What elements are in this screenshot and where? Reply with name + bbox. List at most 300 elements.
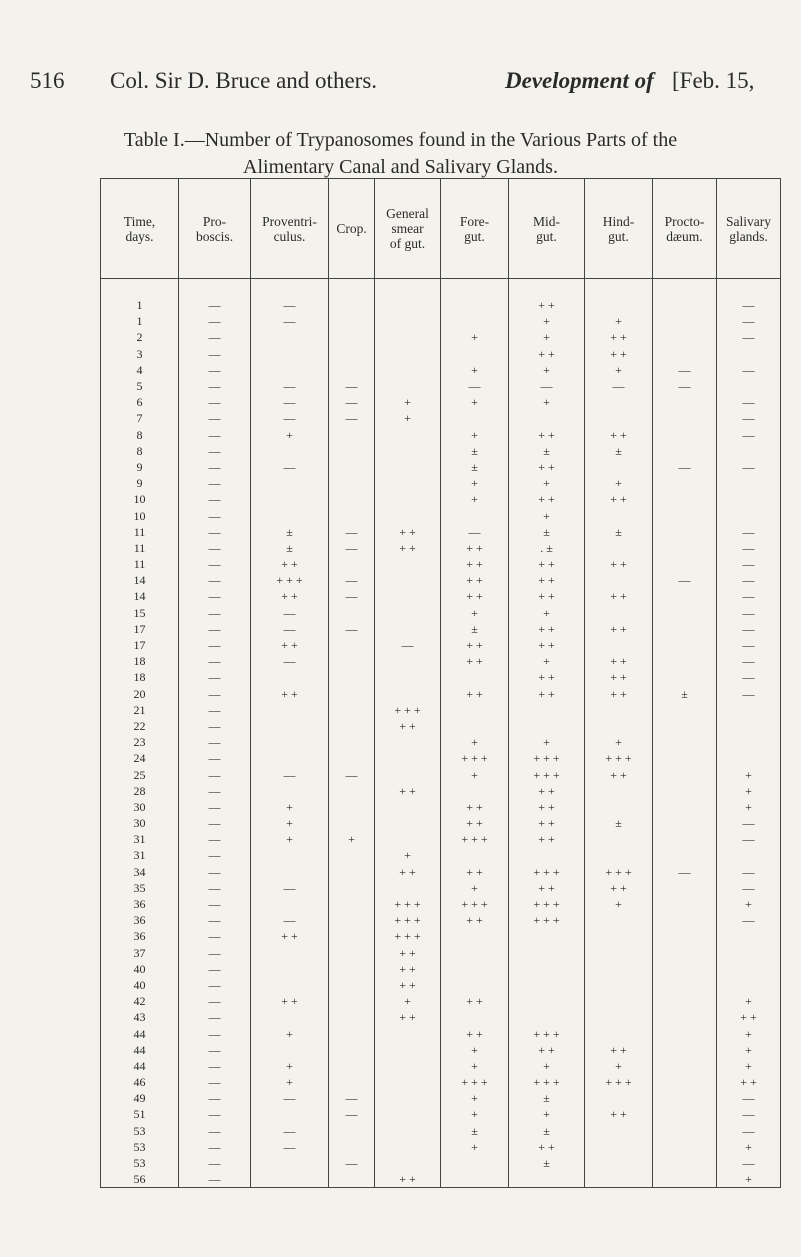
table-cell bbox=[653, 1058, 717, 1074]
table-cell: 1 bbox=[101, 297, 179, 313]
table-cell: — bbox=[179, 1009, 251, 1025]
table-row bbox=[101, 718, 781, 734]
table-cell bbox=[375, 588, 441, 604]
table-cell bbox=[717, 443, 781, 459]
table-cell: + bbox=[441, 1106, 509, 1122]
table-cell bbox=[585, 540, 653, 556]
table-cell bbox=[329, 993, 375, 1009]
table-cell: — bbox=[251, 297, 329, 313]
table-cell bbox=[441, 1009, 509, 1025]
table-cell: + bbox=[509, 507, 585, 523]
table-cell: — bbox=[179, 524, 251, 540]
table-cell: ± bbox=[509, 443, 585, 459]
table-cell bbox=[251, 362, 329, 378]
table-cell: — bbox=[717, 572, 781, 588]
table-cell: + bbox=[717, 1058, 781, 1074]
table-cell: + bbox=[441, 362, 509, 378]
table-cell bbox=[509, 718, 585, 734]
table-cell: ± bbox=[441, 1123, 509, 1139]
table-cell: 9 bbox=[101, 475, 179, 491]
table-cell bbox=[653, 880, 717, 896]
table-row bbox=[101, 1171, 781, 1188]
table-cell: — bbox=[179, 783, 251, 799]
table-cell bbox=[585, 605, 653, 621]
table-cell: + + + bbox=[441, 1074, 509, 1090]
table-cell bbox=[717, 734, 781, 750]
table-cell: — bbox=[329, 524, 375, 540]
table-cell: — bbox=[179, 491, 251, 507]
table-cell bbox=[329, 1171, 375, 1188]
table-cell: — bbox=[251, 766, 329, 782]
table-cell: 56 bbox=[101, 1171, 179, 1188]
table-cell: 18 bbox=[101, 653, 179, 669]
table-cell bbox=[585, 961, 653, 977]
table-cell: — bbox=[179, 637, 251, 653]
table-cell: + + bbox=[251, 993, 329, 1009]
table-cell bbox=[653, 313, 717, 329]
table-cell bbox=[251, 669, 329, 685]
table-cell bbox=[653, 831, 717, 847]
table-cell bbox=[375, 734, 441, 750]
column-header: Procto- dæum. bbox=[653, 179, 717, 279]
table-cell: — bbox=[179, 1106, 251, 1122]
table-cell bbox=[441, 507, 509, 523]
table-row bbox=[101, 896, 781, 912]
table-row bbox=[101, 1155, 781, 1171]
table-cell: + bbox=[441, 880, 509, 896]
table-cell bbox=[653, 1106, 717, 1122]
table-cell bbox=[653, 815, 717, 831]
table-cell bbox=[585, 831, 653, 847]
table-cell: — bbox=[179, 1171, 251, 1188]
table-cell bbox=[653, 637, 717, 653]
table-row bbox=[101, 945, 781, 961]
table-cell bbox=[441, 702, 509, 718]
table-cell: + + + bbox=[509, 766, 585, 782]
table-cell bbox=[251, 1106, 329, 1122]
table-cell: — bbox=[179, 799, 251, 815]
table-cell: + + + bbox=[509, 864, 585, 880]
table-cell: — bbox=[375, 637, 441, 653]
table-cell: + bbox=[509, 313, 585, 329]
table-cell: 44 bbox=[101, 1042, 179, 1058]
table-cell: + bbox=[251, 815, 329, 831]
table-cell: 14 bbox=[101, 588, 179, 604]
table-cell: + bbox=[441, 491, 509, 507]
table-cell: — bbox=[717, 912, 781, 928]
table-cell: + + bbox=[509, 427, 585, 443]
table-cell: — bbox=[653, 362, 717, 378]
table-cell: — bbox=[717, 362, 781, 378]
column-header: Mid- gut. bbox=[509, 179, 585, 279]
table-cell: + bbox=[441, 1139, 509, 1155]
table-cell: + + bbox=[509, 346, 585, 362]
table-cell: + + bbox=[441, 653, 509, 669]
table-body bbox=[101, 279, 781, 1188]
table-cell bbox=[717, 928, 781, 944]
table-cell: — bbox=[717, 605, 781, 621]
table-cell bbox=[653, 896, 717, 912]
table-cell bbox=[329, 1074, 375, 1090]
table-cell bbox=[251, 847, 329, 863]
table-cell: + bbox=[375, 847, 441, 863]
table-cell: ± bbox=[509, 1155, 585, 1171]
table-row bbox=[101, 928, 781, 944]
table-cell bbox=[251, 1155, 329, 1171]
trypanosome-table bbox=[100, 178, 780, 1187]
table-cell: — bbox=[179, 766, 251, 782]
table-cell bbox=[585, 847, 653, 863]
table-cell bbox=[509, 961, 585, 977]
table-cell: + + bbox=[375, 718, 441, 734]
table-cell: — bbox=[717, 556, 781, 572]
table-cell bbox=[585, 718, 653, 734]
table-cell: — bbox=[179, 702, 251, 718]
table-cell: 10 bbox=[101, 491, 179, 507]
table-cell bbox=[653, 491, 717, 507]
table-cell bbox=[653, 799, 717, 815]
table-cell: 11 bbox=[101, 524, 179, 540]
table-cell: — bbox=[251, 459, 329, 475]
table-cell: — bbox=[179, 977, 251, 993]
table-cell: + + bbox=[585, 766, 653, 782]
table-row bbox=[101, 750, 781, 766]
table-cell: — bbox=[179, 1042, 251, 1058]
table-cell: — bbox=[717, 669, 781, 685]
table-cell: + + bbox=[717, 1074, 781, 1090]
table-cell bbox=[585, 1090, 653, 1106]
table-cell bbox=[585, 783, 653, 799]
table-cell: + bbox=[717, 993, 781, 1009]
table-cell: + + + bbox=[251, 572, 329, 588]
table-cell: — bbox=[717, 394, 781, 410]
table-cell bbox=[717, 977, 781, 993]
table-cell: + + bbox=[441, 540, 509, 556]
table-cell: 46 bbox=[101, 1074, 179, 1090]
table-cell: + bbox=[441, 394, 509, 410]
table-cell bbox=[585, 507, 653, 523]
table-cell bbox=[653, 346, 717, 362]
table-cell bbox=[653, 410, 717, 426]
table-cell: 21 bbox=[101, 702, 179, 718]
table-cell bbox=[441, 718, 509, 734]
table-cell: 40 bbox=[101, 977, 179, 993]
table-cell: — bbox=[179, 394, 251, 410]
table-cell: + + bbox=[509, 880, 585, 896]
table-cell: — bbox=[179, 621, 251, 637]
table-row bbox=[101, 329, 781, 345]
table-cell: 34 bbox=[101, 864, 179, 880]
table-cell bbox=[251, 961, 329, 977]
table-cell: ± bbox=[509, 1123, 585, 1139]
table-cell: + + bbox=[375, 1009, 441, 1025]
table-cell bbox=[509, 702, 585, 718]
column-header: General smear of gut. bbox=[375, 179, 441, 279]
table-cell: — bbox=[717, 1123, 781, 1139]
table-cell: — bbox=[717, 1090, 781, 1106]
table-cell bbox=[653, 1009, 717, 1025]
table-cell: + bbox=[251, 799, 329, 815]
table-row bbox=[101, 605, 781, 621]
table-cell bbox=[375, 653, 441, 669]
running-header bbox=[0, 68, 801, 108]
table-cell: + bbox=[509, 329, 585, 345]
table-cell: + + bbox=[585, 1106, 653, 1122]
table-cell bbox=[509, 1171, 585, 1188]
table-cell: — bbox=[329, 394, 375, 410]
table-cell bbox=[509, 1009, 585, 1025]
table-cell bbox=[375, 459, 441, 475]
table-cell bbox=[585, 928, 653, 944]
table-cell bbox=[329, 313, 375, 329]
table-cell bbox=[653, 1090, 717, 1106]
table-row bbox=[101, 378, 781, 394]
table-cell bbox=[375, 605, 441, 621]
table-row bbox=[101, 427, 781, 443]
table-cell bbox=[653, 1139, 717, 1155]
table-cell bbox=[441, 297, 509, 313]
table-cell: + + bbox=[375, 977, 441, 993]
table-cell bbox=[329, 507, 375, 523]
table-row bbox=[101, 572, 781, 588]
table-cell: + bbox=[585, 734, 653, 750]
table-row bbox=[101, 540, 781, 556]
table-cell bbox=[251, 329, 329, 345]
table-cell: + + bbox=[509, 815, 585, 831]
table-cell: — bbox=[179, 297, 251, 313]
table-cell bbox=[329, 864, 375, 880]
table-row bbox=[101, 621, 781, 637]
table-cell: 5 bbox=[101, 378, 179, 394]
table-cell: + + bbox=[585, 621, 653, 637]
table-cell: + + + bbox=[585, 1074, 653, 1090]
table-cell: + + bbox=[509, 297, 585, 313]
table-cell bbox=[653, 394, 717, 410]
table-cell: + + bbox=[509, 588, 585, 604]
table-cell: — bbox=[179, 831, 251, 847]
table-cell bbox=[509, 928, 585, 944]
table-cell bbox=[375, 475, 441, 491]
table-cell bbox=[441, 410, 509, 426]
table-cell bbox=[251, 475, 329, 491]
table-row bbox=[101, 702, 781, 718]
table-cell bbox=[653, 297, 717, 313]
table-cell: — bbox=[179, 653, 251, 669]
table-cell: — bbox=[717, 864, 781, 880]
table-cell bbox=[585, 410, 653, 426]
table-row bbox=[101, 524, 781, 540]
table-cell: + + bbox=[585, 427, 653, 443]
table-cell: — bbox=[179, 1123, 251, 1139]
table-cell bbox=[441, 669, 509, 685]
table-cell bbox=[585, 1009, 653, 1025]
table-cell bbox=[329, 1139, 375, 1155]
table-cell bbox=[585, 977, 653, 993]
table-cell: — bbox=[329, 1155, 375, 1171]
table-cell bbox=[653, 718, 717, 734]
table-cell: + + bbox=[509, 669, 585, 685]
table-cell bbox=[375, 621, 441, 637]
table-cell: — bbox=[717, 686, 781, 702]
table-row bbox=[101, 394, 781, 410]
table-cell bbox=[329, 605, 375, 621]
table-cell: 51 bbox=[101, 1106, 179, 1122]
table-cell: — bbox=[251, 912, 329, 928]
table-cell: — bbox=[179, 734, 251, 750]
table-cell: 4 bbox=[101, 362, 179, 378]
table-cell: — bbox=[179, 540, 251, 556]
table-cell: 24 bbox=[101, 750, 179, 766]
table-cell: + + bbox=[251, 928, 329, 944]
table-cell bbox=[585, 572, 653, 588]
table-cell bbox=[375, 1139, 441, 1155]
table-cell: + + bbox=[441, 864, 509, 880]
table-cell bbox=[509, 945, 585, 961]
table-cell: + bbox=[441, 766, 509, 782]
table-cell: — bbox=[179, 961, 251, 977]
table-cell: 15 bbox=[101, 605, 179, 621]
table-cell bbox=[329, 637, 375, 653]
table-cell bbox=[585, 1139, 653, 1155]
table-row bbox=[101, 637, 781, 653]
table-cell: 44 bbox=[101, 1058, 179, 1074]
table-row bbox=[101, 977, 781, 993]
table-cell: + bbox=[585, 896, 653, 912]
table-cell bbox=[329, 1025, 375, 1041]
table-cell bbox=[653, 961, 717, 977]
table-cell: 31 bbox=[101, 847, 179, 863]
table-cell: + + + bbox=[585, 864, 653, 880]
table-cell: + + bbox=[441, 1025, 509, 1041]
table-cell bbox=[375, 378, 441, 394]
table-cell: 11 bbox=[101, 540, 179, 556]
table-cell bbox=[653, 945, 717, 961]
table-cell: — bbox=[717, 588, 781, 604]
table-cell bbox=[585, 459, 653, 475]
table-cell: + bbox=[251, 427, 329, 443]
table-cell bbox=[717, 961, 781, 977]
table-cell bbox=[509, 410, 585, 426]
table-cell: — bbox=[717, 1155, 781, 1171]
table-cell bbox=[251, 1171, 329, 1188]
table-cell: 9 bbox=[101, 459, 179, 475]
table-cell: — bbox=[717, 1106, 781, 1122]
table-cell: + bbox=[441, 475, 509, 491]
table-row bbox=[101, 1058, 781, 1074]
table-row bbox=[101, 1090, 781, 1106]
table-cell bbox=[375, 1074, 441, 1090]
table-cell bbox=[653, 1171, 717, 1188]
table-cell: + bbox=[441, 734, 509, 750]
table-row bbox=[101, 864, 781, 880]
table-cell bbox=[329, 912, 375, 928]
table-cell: ± bbox=[509, 1090, 585, 1106]
table-cell bbox=[653, 702, 717, 718]
table-cell: + + bbox=[585, 686, 653, 702]
table-cell: + bbox=[251, 831, 329, 847]
table-cell bbox=[653, 556, 717, 572]
table-cell: 17 bbox=[101, 621, 179, 637]
table-row bbox=[101, 815, 781, 831]
table-cell bbox=[585, 1025, 653, 1041]
table-cell: 37 bbox=[101, 945, 179, 961]
table-cell bbox=[329, 459, 375, 475]
table-cell bbox=[653, 669, 717, 685]
table-cell bbox=[375, 491, 441, 507]
table-cell bbox=[329, 783, 375, 799]
table-cell: — bbox=[179, 669, 251, 685]
table-cell bbox=[441, 977, 509, 993]
table-row bbox=[101, 459, 781, 475]
table-cell: — bbox=[717, 540, 781, 556]
table-cell bbox=[375, 766, 441, 782]
column-header: Proventri- culus. bbox=[251, 179, 329, 279]
table-cell bbox=[441, 961, 509, 977]
table-cell: 30 bbox=[101, 815, 179, 831]
table-cell: 53 bbox=[101, 1123, 179, 1139]
table-cell: ± bbox=[585, 524, 653, 540]
table-cell bbox=[375, 346, 441, 362]
table-cell: — bbox=[179, 475, 251, 491]
table-cell: + bbox=[509, 394, 585, 410]
table-cell bbox=[251, 718, 329, 734]
table-cell: + + bbox=[441, 799, 509, 815]
table-cell: + + bbox=[509, 572, 585, 588]
table-cell bbox=[653, 734, 717, 750]
table-cell bbox=[251, 734, 329, 750]
table-cell: 23 bbox=[101, 734, 179, 750]
table-cell: — bbox=[251, 378, 329, 394]
table-cell: 28 bbox=[101, 783, 179, 799]
table-row bbox=[101, 653, 781, 669]
table-cell: — bbox=[717, 621, 781, 637]
table-cell: — bbox=[179, 459, 251, 475]
table-cell bbox=[375, 880, 441, 896]
table-cell: + + bbox=[251, 637, 329, 653]
table-cell bbox=[585, 394, 653, 410]
table-cell: + + bbox=[585, 491, 653, 507]
table-cell: + + bbox=[585, 329, 653, 345]
table-row bbox=[101, 669, 781, 685]
table-cell: + + + bbox=[441, 750, 509, 766]
table-cell: — bbox=[179, 718, 251, 734]
table-cell: — bbox=[179, 572, 251, 588]
table-row bbox=[101, 1025, 781, 1041]
table-cell: + + bbox=[509, 686, 585, 702]
table-cell: — bbox=[329, 766, 375, 782]
table-cell bbox=[329, 799, 375, 815]
table-cell: — bbox=[717, 329, 781, 345]
table-cell: — bbox=[251, 394, 329, 410]
table-row bbox=[101, 993, 781, 1009]
table-cell: + + bbox=[251, 686, 329, 702]
table-cell: — bbox=[179, 815, 251, 831]
table-cell: ± bbox=[441, 621, 509, 637]
table-cell bbox=[375, 831, 441, 847]
table-cell bbox=[441, 1155, 509, 1171]
table-spacer-row bbox=[101, 279, 781, 298]
table-cell: — bbox=[179, 1074, 251, 1090]
table-cell: + + bbox=[585, 556, 653, 572]
table-row bbox=[101, 847, 781, 863]
table-cell: + + bbox=[509, 459, 585, 475]
table-cell: + + bbox=[509, 621, 585, 637]
table-cell bbox=[653, 653, 717, 669]
table-cell: + + + bbox=[375, 928, 441, 944]
table-cell: — bbox=[179, 605, 251, 621]
table-cell: — bbox=[329, 572, 375, 588]
table-cell: + bbox=[375, 993, 441, 1009]
